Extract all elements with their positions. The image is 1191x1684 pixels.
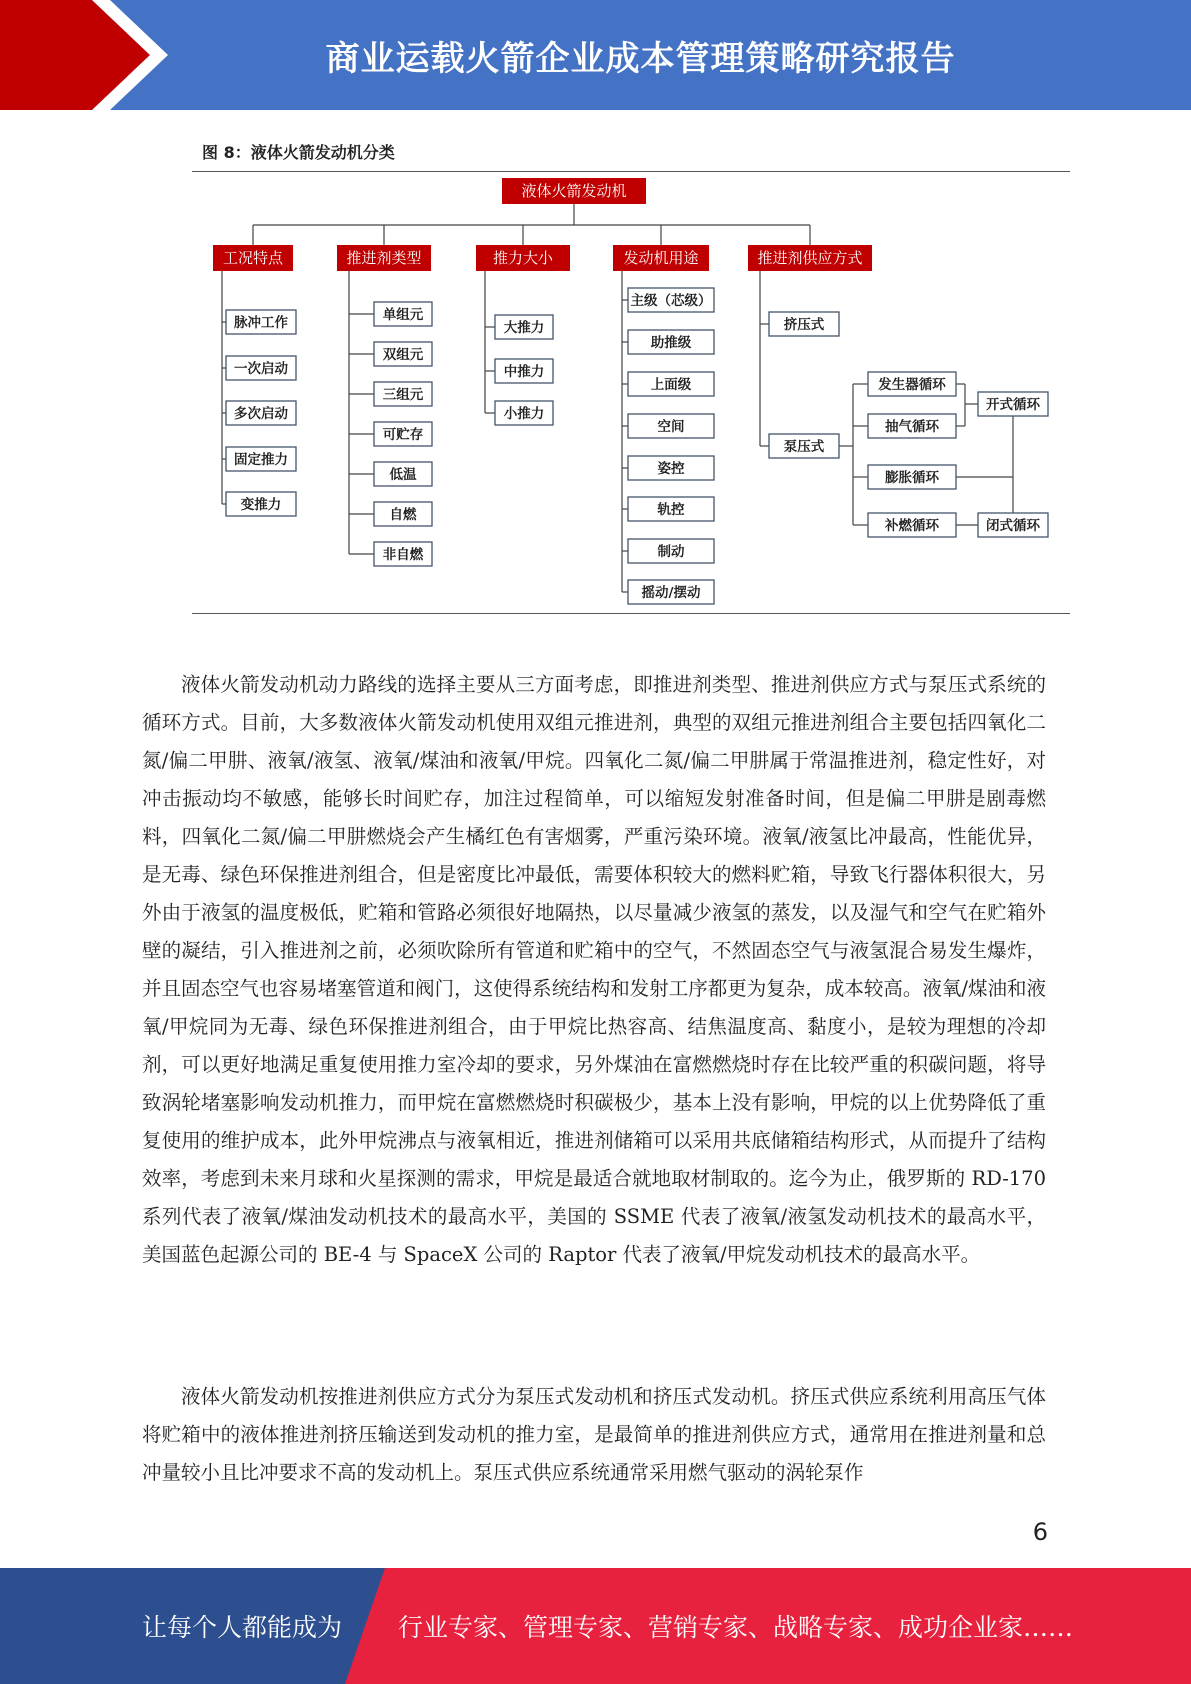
category-3-item-3 [495, 401, 553, 425]
root-node-label: 液体火箭发动机 [521, 182, 627, 200]
body-paragraph-2: 液体火箭发动机按推进剂供应方式分为泵压式发动机和挤压式发动机。挤压式供应系统利用高压气体将贮箱中的液体推进剂挤压输送到发动机的推力室，是最简单的推进剂供应方式，通常用在推进剂量和总冲量较小且比冲要求不高的发动机上。泵压式供应系统通常采用燃气驱动的涡轮泵作 [142, 1385, 1046, 1484]
category-4-item-5-label: 姿控 [657, 461, 685, 477]
report-title: 商业运载火箭企业成本管理策略研究报告 [325, 38, 956, 79]
category-4-item-2 [628, 330, 714, 354]
category-2-item-1-label: 单组元 [382, 307, 424, 323]
engine-classification-diagram [0, 0, 1191, 640]
category-2-item-5 [374, 462, 432, 486]
category-3-item-3-label: 小推力 [503, 406, 545, 422]
category-1-item-3-label: 多次启动 [234, 406, 288, 422]
cycle-node-3-label: 膨胀循环 [885, 470, 939, 486]
category-3-item-2-label: 中推力 [503, 364, 545, 380]
category-2-item-7-label: 非自燃 [382, 547, 424, 563]
category-4-item-1 [628, 288, 714, 312]
category-4-item-4-label: 空间 [657, 419, 685, 435]
category-4-item-6-label: 轨控 [657, 502, 685, 518]
category-node-2-label: 推进剂类型 [346, 249, 422, 267]
category-4-item-5 [628, 456, 714, 480]
category-2-item-6 [374, 502, 432, 526]
category-node-3 [476, 245, 570, 271]
category-4-item-2-label: 助推级 [650, 335, 692, 351]
category-2-item-3 [374, 382, 432, 406]
category-4-item-1-label: 主级（芯级） [630, 293, 712, 309]
category-5-item-2 [769, 434, 839, 458]
category-5-item-1-label: 挤压式 [783, 317, 825, 333]
category-4-item-7 [628, 539, 714, 563]
category-2-item-7 [374, 542, 432, 566]
body-paragraph-1: 液体火箭发动机动力路线的选择主要从三方面考虑，即推进剂类型、推进剂供应方式与泵压式系统的循环方式。目前，大多数液体火箭发动机使用双组元推进剂，典型的双组元推进剂组合主要包括四氧化二氮/偏二甲肼、液氧/液氢、液氧/煤油和液氧/甲烷。四氧化二氮/偏二甲肼属于常温推进剂，稳定性好，对冲击振动均不敏感，能够长时间贮存，加注过程简单，可以缩短发射准备时间，但是偏二甲肼是剧毒燃料，四氧化二氮/偏二甲肼燃烧会产生橘红色有害烟雾，严重污染环境。液氧/液氢比冲最高，性能优异，是无毒、绿色环保推进剂组合，但是密度比冲最低，需要体积较大的燃料贮箱，导致飞行器体积很大，另外由于液氢的温度极低，贮箱和管路必须很好地隔热，以尽量减少液氢的蒸发，以及湿气和空气在贮箱外壁的凝结，引入推进剂之前，必须吹除所有管道和贮箱中的空气，不然固态空气与液氢混合易发生爆炸，并且固态空气也容易堵塞管道和阀门，这使得系统结构和发射工序都更为复杂，成本较高。液氧/煤油和液氧/甲烷同为无毒、绿色环保推进剂组合，由于甲烷比热容高、结焦温度高、黏度小，是较为理想的冷却剂，可以更好地满足重复使用推力室冷却的要求，另外煤油在富燃燃烧时存在比较严重的积碳问题，将导致涡轮堵塞影响发动机推力，而甲烷在富燃燃烧时积碳极少，基本上没有影响，甲烷的以上优势降低了重复使用的维护成本，此外甲烷沸点与液氧相近，推进剂储箱可以采用共底储箱结构形式，从而提升了结构效率，考虑到未来月球和火星探测的需求，甲烷是最适合就地取材制取的。迄今为止，俄罗斯的 RD-170 系列代表了液氧/煤油发动机技术的最高水平，美国的 SSME 代表了液氧/液氢发动机技术的最高水平，美国蓝色起源公司的 BE-4 与 SpaceX 公司的 Raptor 代表了液氧/甲烷发动机技术的最高水平。 [142, 673, 1046, 1266]
figure-caption: 图 8：液体火箭发动机分类 [202, 143, 395, 162]
category-2-item-6-label: 自燃 [389, 507, 417, 523]
category-4-item-3-label: 上面级 [650, 377, 692, 393]
category-1-item-4 [226, 447, 296, 471]
category-1-item-5-label: 变推力 [240, 497, 282, 513]
category-2-item-2 [374, 342, 432, 366]
cycle-node-1-label: 发生器循环 [878, 377, 946, 393]
category-1-item-5 [226, 492, 296, 516]
category-3-item-1 [495, 315, 553, 339]
cycle-node-2 [868, 414, 956, 438]
cycle-group-node-2 [978, 513, 1048, 537]
category-2-item-5-label: 低温 [389, 467, 417, 483]
category-node-5 [748, 245, 872, 271]
category-node-2 [337, 245, 431, 271]
category-4-item-8 [628, 580, 714, 604]
category-1-item-1-label: 脉冲工作 [234, 315, 288, 331]
page-number: 6 [1032, 1518, 1048, 1546]
category-3-item-1-label: 大推力 [503, 320, 545, 336]
category-1-item-3 [226, 401, 296, 425]
category-5-item-1 [769, 312, 839, 336]
cycle-group-node-1-label: 开式循环 [986, 397, 1040, 413]
category-4-item-6 [628, 497, 714, 521]
page-footer [0, 1568, 1191, 1684]
category-1-item-2 [226, 356, 296, 380]
category-node-3-label: 推力大小 [492, 249, 554, 267]
category-2-item-2-label: 双组元 [382, 347, 424, 363]
cycle-node-1 [868, 372, 956, 396]
cycle-node-4-label: 补燃循环 [885, 518, 939, 534]
category-node-1-label: 工况特点 [222, 249, 284, 267]
footer-slogan-right: 行业专家、管理专家、营销专家、战略专家、成功企业家…… [398, 1613, 1074, 1642]
category-node-1 [213, 245, 293, 271]
category-2-item-3-label: 三组元 [382, 387, 424, 403]
cycle-group-node-2-label: 闭式循环 [986, 518, 1040, 534]
category-node-5-label: 推进剂供应方式 [757, 249, 863, 267]
category-2-item-1 [374, 302, 432, 326]
category-1-item-4-label: 固定推力 [234, 452, 288, 468]
category-1-item-1 [226, 310, 296, 334]
category-4-item-7-label: 制动 [657, 544, 685, 560]
cycle-node-3 [868, 465, 956, 489]
category-2-item-4 [374, 422, 432, 446]
category-5-item-2-label: 泵压式 [783, 439, 825, 455]
category-4-item-8-label: 摇动/摆动 [641, 585, 701, 601]
cycle-node-2-label: 抽气循环 [885, 419, 939, 435]
category-4-item-4 [628, 414, 714, 438]
category-2-item-4-label: 可贮存 [382, 427, 424, 443]
category-node-4-label: 发动机用途 [623, 249, 699, 267]
cycle-node-4 [868, 513, 956, 537]
category-4-item-3 [628, 372, 714, 396]
root-node [502, 178, 646, 204]
footer-slogan-left: 让每个人都能成为 [142, 1613, 343, 1642]
cycle-group-node-1 [978, 392, 1048, 416]
category-node-4 [613, 245, 709, 271]
category-1-item-2-label: 一次启动 [234, 361, 288, 377]
category-3-item-2 [495, 359, 553, 383]
